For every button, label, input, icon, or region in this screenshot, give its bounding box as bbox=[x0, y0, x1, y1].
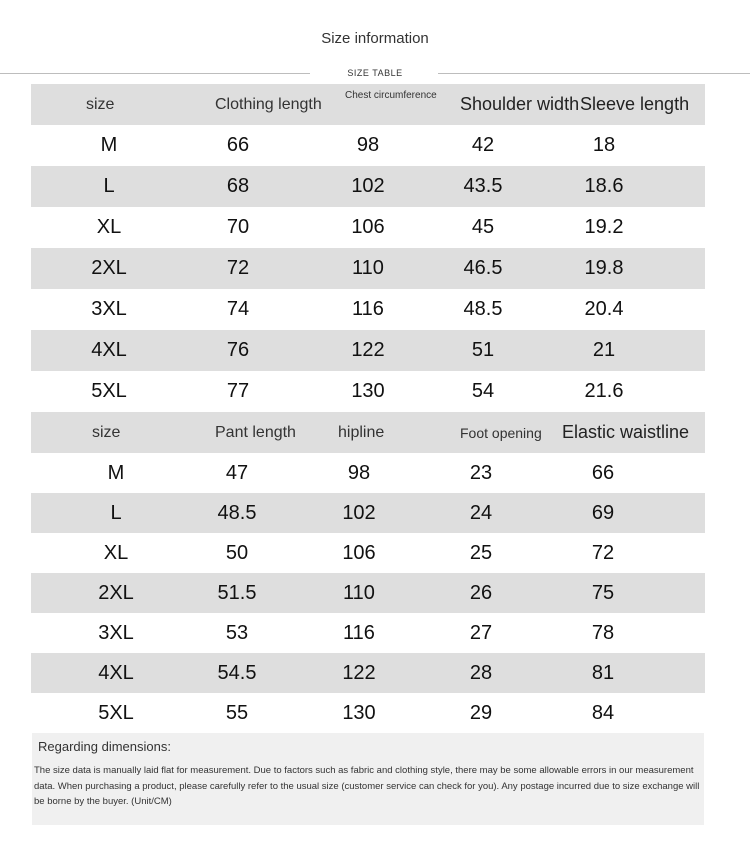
table-cell: 130 bbox=[342, 701, 376, 724]
header-shoulder-width: Shoulder width bbox=[460, 94, 580, 114]
table-row bbox=[31, 248, 705, 289]
page-title: Size information bbox=[321, 30, 429, 47]
table-cell: 21.6 bbox=[584, 380, 624, 402]
table-cell: 51 bbox=[471, 339, 495, 361]
header-sleeve-length: Sleeve length bbox=[580, 94, 690, 114]
table-cell: 66 bbox=[591, 461, 615, 484]
table-cell: 3XL bbox=[91, 298, 127, 320]
table-cell: 78 bbox=[591, 621, 615, 644]
table-cell: 102 bbox=[342, 501, 376, 524]
table-cell: 4XL bbox=[98, 661, 134, 684]
table-cell: 98 bbox=[347, 461, 371, 484]
table-cell: 84 bbox=[591, 701, 615, 724]
table-row bbox=[31, 371, 705, 412]
table-row bbox=[31, 453, 705, 493]
header-foot-opening: Foot opening bbox=[460, 424, 542, 441]
top-size-table bbox=[31, 84, 705, 412]
table-cell: 75 bbox=[591, 581, 615, 604]
table-row bbox=[31, 573, 705, 613]
table-cell: 77 bbox=[226, 380, 250, 402]
table-row bbox=[31, 693, 705, 733]
table-cell: 27 bbox=[469, 621, 493, 644]
table-cell: 19.2 bbox=[584, 216, 624, 238]
table-cell: 74 bbox=[226, 298, 250, 320]
table-cell: 25 bbox=[469, 541, 493, 564]
table-cell: 72 bbox=[226, 257, 250, 279]
table-header-row bbox=[31, 412, 705, 453]
table-cell: 3XL bbox=[98, 621, 134, 644]
table-cell: 55 bbox=[225, 701, 249, 724]
table-cell: 4XL bbox=[91, 339, 127, 361]
table-cell: 24 bbox=[469, 501, 493, 524]
header-elastic-waistline: Elastic waistline bbox=[562, 422, 690, 442]
table-cell: 45 bbox=[471, 216, 495, 238]
table-cell: XL bbox=[96, 216, 122, 238]
table-cell: 42 bbox=[471, 134, 495, 156]
table-cell: 5XL bbox=[91, 380, 127, 402]
table-cell: 5XL bbox=[98, 701, 134, 724]
table-cell: XL bbox=[103, 541, 129, 564]
table-row bbox=[31, 330, 705, 371]
table-cell: 23 bbox=[469, 461, 493, 484]
table-row bbox=[31, 613, 705, 653]
table-cell: L bbox=[103, 175, 115, 197]
notes-body: The size data is manually laid flat for measurement. Due to factors such as fabric and clothing style, there may be some allowable errors in our measurement data. When purchasing a product, please carefully refer to the usual size (customer service can check for you). Any postage incurred due to size exchange will be borne by the buyer. (Unit/CM) bbox=[34, 765, 700, 807]
table-cell: 122 bbox=[351, 339, 385, 361]
table-row bbox=[31, 533, 705, 573]
table-cell: 18.6 bbox=[584, 175, 624, 197]
table-row bbox=[31, 125, 705, 166]
table-cell: 19.8 bbox=[584, 257, 624, 279]
table-row bbox=[31, 166, 705, 207]
header-size: size bbox=[86, 95, 115, 113]
table-cell: L bbox=[110, 501, 122, 524]
table-cell: 68 bbox=[226, 175, 250, 197]
table-cell: 116 bbox=[343, 621, 375, 644]
table-cell: 28 bbox=[469, 661, 493, 684]
table-cell: 66 bbox=[226, 134, 250, 156]
table-header-row bbox=[31, 84, 705, 125]
table-cell: 54.5 bbox=[217, 661, 257, 684]
header-chest-circumference: Chest circumference bbox=[345, 90, 437, 101]
header-clothing-length: Clothing length bbox=[215, 95, 322, 113]
table-cell: 98 bbox=[356, 134, 380, 156]
table-row bbox=[31, 653, 705, 693]
table-cell: 48.5 bbox=[217, 501, 257, 524]
table-cell: 43.5 bbox=[463, 175, 503, 197]
table-cell: 106 bbox=[342, 541, 376, 564]
table-row bbox=[31, 289, 705, 330]
table-cell: M bbox=[107, 461, 125, 484]
table-cell: 47 bbox=[225, 461, 249, 484]
table-cell: 130 bbox=[351, 380, 385, 402]
bottom-size-table bbox=[31, 412, 705, 733]
table-row bbox=[31, 207, 705, 248]
table-cell: 54 bbox=[471, 380, 495, 402]
table-cell: 102 bbox=[351, 175, 385, 197]
table-cell: 76 bbox=[226, 339, 250, 361]
page-subtitle: SIZE TABLE bbox=[347, 68, 403, 78]
table-cell: 50 bbox=[225, 541, 249, 564]
table-cell: 69 bbox=[591, 501, 615, 524]
header-pant-length: Pant length bbox=[215, 423, 296, 441]
notes-box bbox=[32, 733, 704, 825]
table-cell: 81 bbox=[591, 661, 615, 684]
table-cell: 46.5 bbox=[463, 257, 503, 279]
table-cell: 20.4 bbox=[584, 298, 624, 320]
table-cell: 26 bbox=[469, 581, 493, 604]
table-cell: 51.5 bbox=[217, 581, 257, 604]
table-cell: 72 bbox=[591, 541, 615, 564]
header-size: size bbox=[92, 423, 121, 441]
table-cell: 18 bbox=[592, 134, 616, 156]
table-row bbox=[31, 493, 705, 533]
header-hipline: hipline bbox=[338, 423, 385, 441]
notes-title: Regarding dimensions: bbox=[38, 739, 171, 754]
table-cell: 116 bbox=[352, 298, 384, 320]
table-cell: 29 bbox=[469, 701, 493, 724]
table-cell: 53 bbox=[225, 621, 249, 644]
table-cell: 70 bbox=[226, 216, 250, 238]
table-cell: 110 bbox=[343, 581, 375, 604]
table-cell: 48.5 bbox=[463, 298, 503, 320]
table-cell: 21 bbox=[592, 339, 616, 361]
table-cell: 110 bbox=[352, 257, 384, 279]
table-cell: M bbox=[100, 134, 118, 156]
table-cell: 2XL bbox=[91, 257, 127, 279]
table-cell: 122 bbox=[342, 661, 376, 684]
table-cell: 2XL bbox=[98, 581, 134, 604]
table-cell: 106 bbox=[351, 216, 385, 238]
